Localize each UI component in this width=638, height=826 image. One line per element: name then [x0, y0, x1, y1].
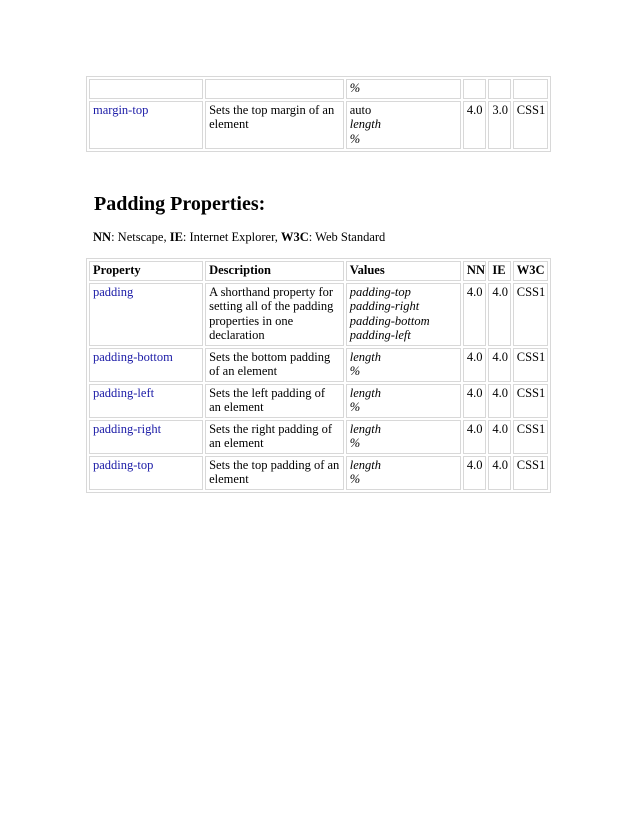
header-description: Description	[205, 261, 344, 281]
legend-text-w3c: : Web Standard	[308, 230, 386, 244]
legend-abbr-w3c: W3C	[281, 230, 309, 244]
browser-legend	[93, 230, 385, 245]
property-link-padding[interactable]: padding	[89, 283, 203, 346]
value-item: length	[349, 421, 381, 436]
w3c-cell: CSS1	[513, 101, 548, 150]
values-cell	[346, 101, 461, 150]
value-item: %	[349, 436, 361, 450]
nn-cell: 4.0	[463, 420, 486, 454]
property-link-padding-left[interactable]: padding-left	[89, 384, 203, 418]
value-item: length	[349, 457, 381, 472]
value-item: %	[349, 472, 361, 486]
description-cell: Sets the bottom padding of an element	[205, 348, 344, 382]
nn-cell	[463, 79, 486, 99]
value-item: auto	[349, 102, 372, 117]
ie-cell: 4.0	[488, 348, 510, 382]
description-cell: Sets the top padding of an element	[205, 456, 344, 490]
table-row	[89, 283, 548, 346]
property-link-padding-top[interactable]: padding-top	[89, 456, 203, 490]
w3c-cell: CSS1	[513, 456, 548, 490]
value-item: length	[349, 349, 381, 364]
ie-cell: 3.0	[488, 101, 510, 150]
description-cell	[205, 79, 344, 99]
value-item: %	[349, 81, 361, 95]
property-link-padding-right[interactable]: padding-right	[89, 420, 203, 454]
values-cell	[346, 348, 461, 382]
property-cell	[89, 79, 203, 99]
w3c-cell: CSS1	[513, 283, 548, 346]
header-values: Values	[346, 261, 461, 281]
section-title: Padding Properties:	[94, 193, 266, 215]
ie-cell: 4.0	[488, 384, 510, 418]
table-row	[89, 456, 548, 490]
w3c-cell: CSS1	[513, 384, 548, 418]
legend-abbr-ie: IE	[169, 230, 183, 244]
header-ie: IE	[488, 261, 510, 281]
values-cell	[346, 79, 461, 99]
nn-cell: 4.0	[463, 348, 486, 382]
value-item: padding-left	[349, 328, 411, 342]
value-item: padding-right	[349, 299, 420, 313]
property-link-padding-bottom[interactable]: padding-bottom	[89, 348, 203, 382]
table-header-row	[89, 261, 548, 281]
table-row	[89, 384, 548, 418]
table-row	[89, 348, 548, 382]
legend-text-ie: : Internet Explorer,	[182, 230, 281, 244]
value-item: padding-top	[349, 284, 411, 299]
table-row	[89, 101, 548, 150]
values-cell	[346, 456, 461, 490]
w3c-cell: CSS1	[513, 420, 548, 454]
value-item: length	[349, 385, 381, 400]
description-cell: Sets the right padding of an element	[205, 420, 344, 454]
ie-cell: 4.0	[488, 456, 510, 490]
margin-properties-table	[86, 76, 551, 152]
nn-cell: 4.0	[463, 456, 486, 490]
values-cell	[346, 420, 461, 454]
ie-cell	[488, 79, 510, 99]
header-w3c: W3C	[513, 261, 548, 281]
header-nn: NN	[463, 261, 486, 281]
value-item: %	[349, 364, 361, 378]
header-property: Property	[89, 261, 203, 281]
nn-cell: 4.0	[463, 384, 486, 418]
nn-cell: 4.0	[463, 101, 486, 150]
w3c-cell	[513, 79, 548, 99]
values-cell	[346, 283, 461, 346]
value-item: %	[349, 131, 361, 146]
property-link-margin-top[interactable]: margin-top	[89, 101, 203, 150]
value-item: length	[349, 117, 381, 131]
legend-text-nn: : Netscape,	[111, 230, 170, 244]
values-cell	[346, 384, 461, 418]
ie-cell: 4.0	[488, 283, 510, 346]
ie-cell: 4.0	[488, 420, 510, 454]
legend-abbr-nn: NN	[93, 230, 112, 244]
description-cell: Sets the top margin of an element	[205, 101, 344, 150]
table-row	[89, 420, 548, 454]
nn-cell: 4.0	[463, 283, 486, 346]
description-cell: A shorthand property for setting all of the padding properties in one declaration	[205, 283, 344, 346]
w3c-cell: CSS1	[513, 348, 548, 382]
padding-properties-table	[86, 258, 551, 493]
description-cell: Sets the left padding of an element	[205, 384, 344, 418]
value-item: %	[349, 400, 361, 414]
value-item: padding-bottom	[349, 313, 430, 328]
table-row	[89, 79, 548, 99]
